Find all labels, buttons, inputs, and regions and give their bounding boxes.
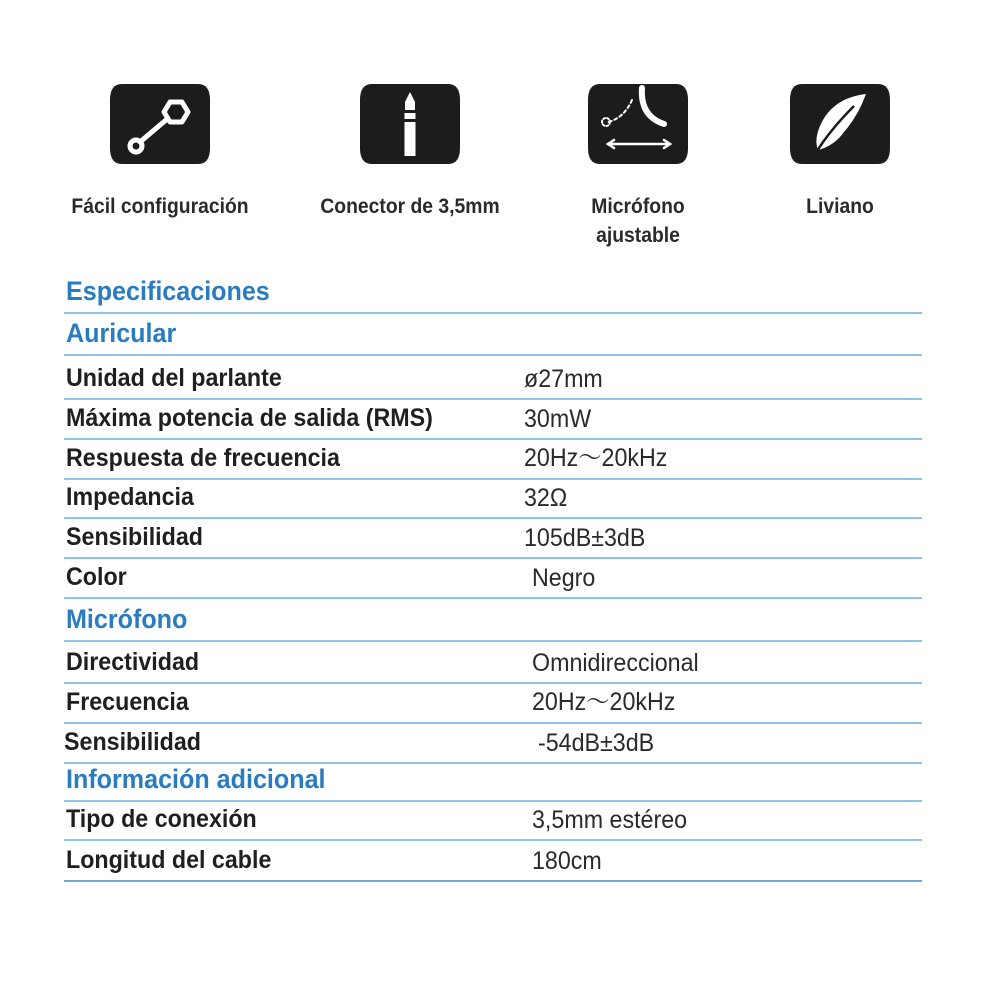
spec-row (64, 803, 922, 841)
section-auricular (64, 318, 922, 356)
spec-row (64, 402, 922, 440)
spec-value: ø27mm (524, 365, 603, 393)
section-heading-auricular: Auricular (66, 318, 177, 348)
spec-value: 3,5mm estéreo (532, 806, 688, 834)
section-heading-specifications: Especificaciones (66, 276, 270, 306)
spec-label: Unidad del parlante (66, 364, 282, 392)
spec-value: Omnidireccional (532, 649, 699, 677)
spec-label: Directividad (66, 648, 200, 676)
section-heading-adicional: Información adicional (66, 764, 326, 794)
feature-label: Micrófono ajustable (591, 195, 685, 247)
spec-label: Máxima potencia de salida (RMS) (66, 404, 433, 432)
spec-label: Frecuencia (66, 688, 189, 716)
spec-value: 180cm (532, 847, 602, 875)
feature-label: Liviano (806, 195, 874, 218)
spec-value: 30mW (524, 405, 592, 433)
spec-label: Sensibilidad (66, 523, 203, 551)
spec-row (64, 561, 922, 599)
feature-jack-connector (290, 80, 530, 221)
spec-value: Negro (532, 564, 596, 592)
spec-label: Tipo de conexión (66, 805, 257, 833)
spec-row (64, 481, 922, 519)
spec-row (64, 362, 922, 400)
feather-icon (788, 80, 892, 168)
spec-row (64, 646, 922, 684)
spec-row (64, 844, 922, 882)
feature-lightweight (720, 80, 960, 221)
audio-jack-icon (358, 80, 462, 168)
spec-value: 105dB±3dB (524, 524, 646, 552)
spec-value: 20Hz～20kHz (532, 688, 676, 716)
spec-label: Longitud del cable (66, 846, 272, 874)
feature-label: Fácil configuración (71, 195, 249, 218)
spec-label: Impedancia (66, 483, 194, 511)
section-microfono (64, 604, 922, 642)
feature-easy-setup (40, 80, 280, 221)
spec-value: 32Ω (524, 484, 568, 512)
wrench-icon (108, 80, 212, 168)
spec-label: Color (66, 563, 127, 591)
spec-row (64, 726, 922, 764)
spec-label: Sensibilidad (64, 728, 201, 756)
feature-label: Conector de 3,5mm (320, 195, 500, 218)
specs-title-row (64, 276, 922, 314)
spec-value: -54dB±3dB (538, 729, 655, 757)
section-heading-microfono: Micrófono (66, 604, 188, 634)
spec-label: Respuesta de frecuencia (66, 444, 340, 472)
spec-row (64, 521, 922, 559)
section-adicional (64, 764, 922, 802)
spec-value: 20Hz～20kHz (524, 444, 668, 472)
spec-row (64, 442, 922, 480)
adjustable-microphone-icon (586, 80, 690, 168)
spec-row (64, 686, 922, 724)
